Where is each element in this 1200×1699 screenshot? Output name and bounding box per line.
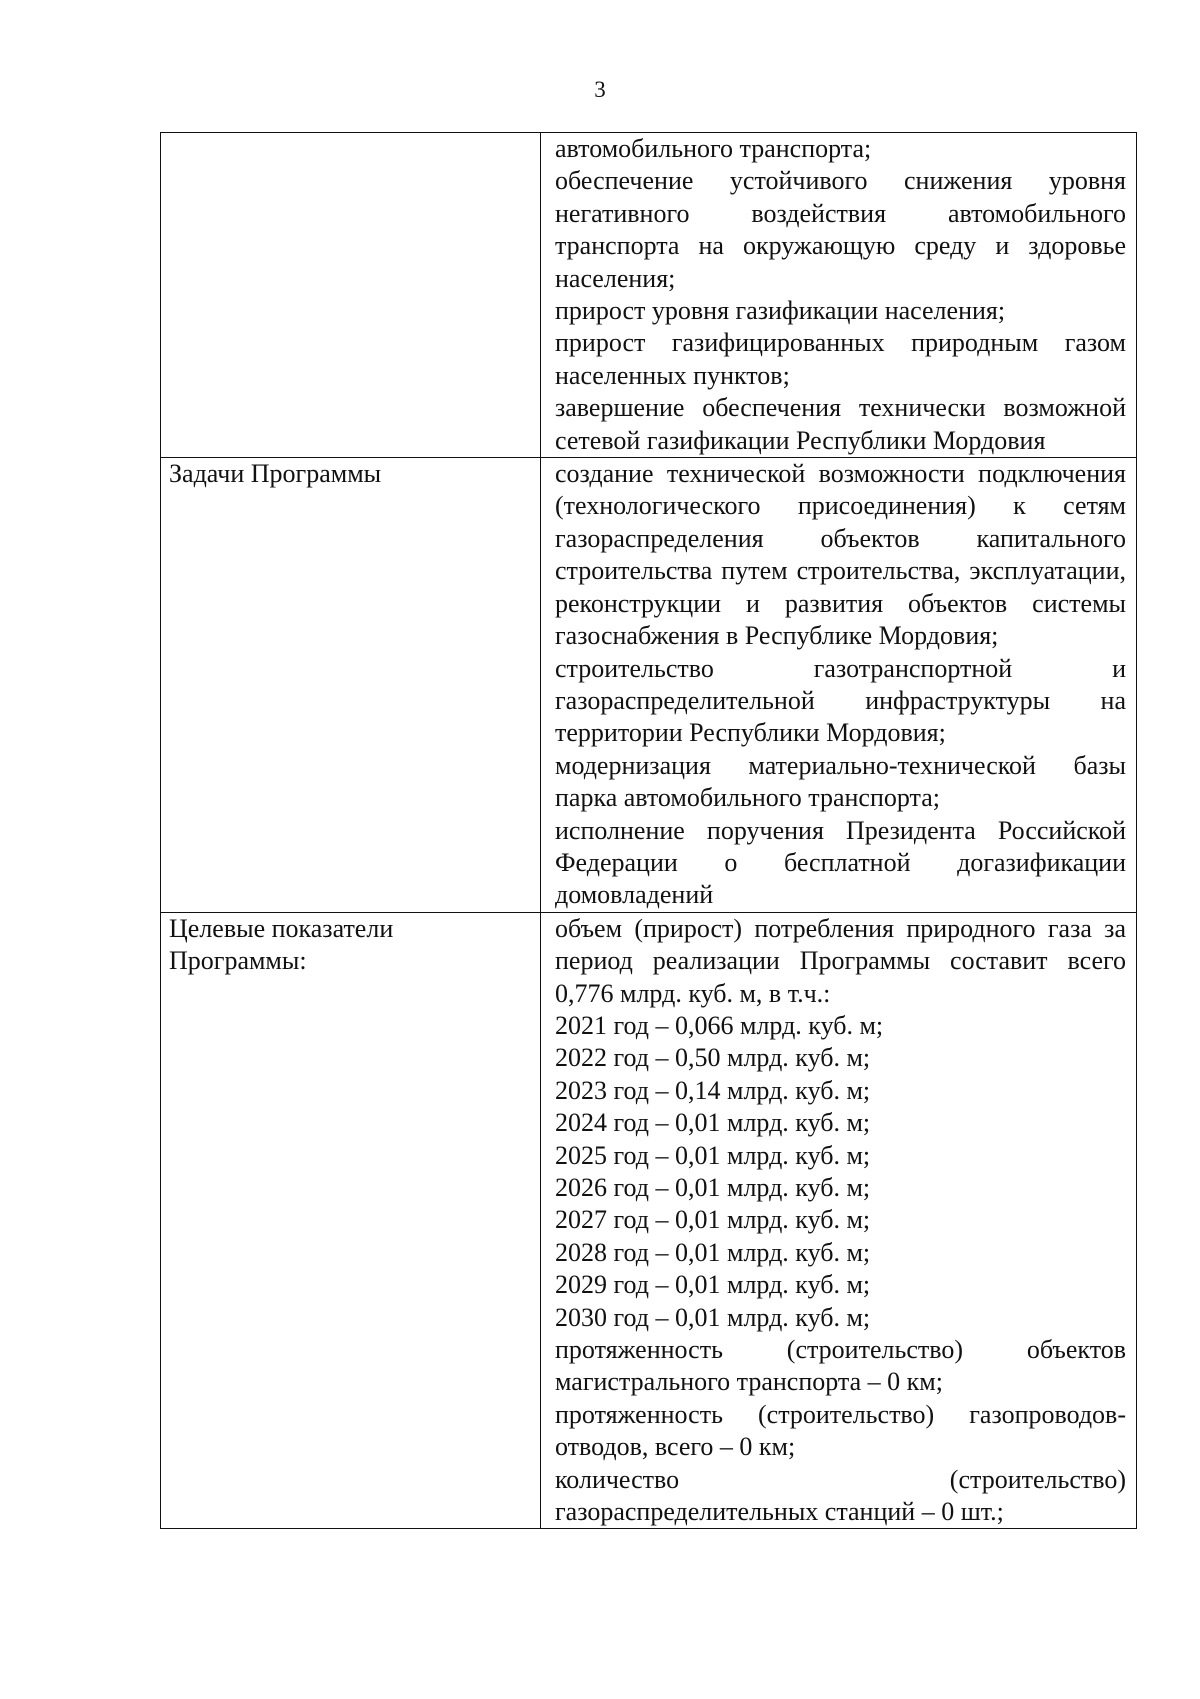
list-item: количество (строительство) газораспределительных станций – 0 шт.; [555,1464,1126,1527]
list-item: модернизация материально-технической базы парка автомобильного транспорта; [555,750,1126,813]
list-item: 2022 год – 0,50 млрд. куб. м; [555,1043,871,1073]
list-item: 2027 год – 0,01 млрд. куб. м; [555,1205,871,1235]
list-item: прирост уровня газификации населения; [555,296,1006,326]
row-content [541,912,1137,1529]
list-item: создание технической возможности подключения (технологического присоединения) к сетям газораспределения объектов капитального строительства путем строительства, эксплуатации, реконструкции и развития объектов системы газоснабжения в Республике Мордовия; [555,459,1126,651]
list-item: объем (прирост) потребления природного газа за период реализации Программы составит всего 0,776 млрд. куб. м, в т.ч.: [555,913,1126,1008]
list-item: 2030 год – 0,01 млрд. куб. м; [555,1302,871,1332]
list-item: 2028 год – 0,01 млрд. куб. м; [555,1237,871,1267]
row-label: Задачи Программы [161,458,541,913]
table-row-target-indicators [161,912,1137,1529]
list-item: 2021 год – 0,066 млрд. куб. м; [555,1010,884,1040]
list-item: 2029 год – 0,01 млрд. куб. м; [555,1270,871,1300]
list-item: автомобильного транспорта; [555,134,872,163]
row-content [541,458,1137,913]
table-row-goals-continued [161,133,1137,458]
list-item: прирост газифицированных природным газом населенных пунктов; [555,328,1126,390]
table-row-tasks [161,458,1137,913]
list-item: исполнение поручения Президента Российской Федерации о бесплатной догазификации домовладений [555,815,1126,910]
program-passport-table [160,132,1137,1529]
list-item: протяженность (строительство) газопроводов-отводов, всего – 0 км; [555,1399,1126,1462]
list-item: протяженность (строительство) объектов магистрального транспорта – 0 км; [555,1335,1126,1397]
row-content [541,133,1137,458]
list-item: завершение обеспечения технически возможной сетевой газификации Республики Мордовия [555,393,1126,455]
list-item: строительство газотранспортной и газораспределительной инфраструктуры на территории Республики Мордовия; [555,653,1126,748]
list-item: 2023 год – 0,14 млрд. куб. м; [555,1075,871,1105]
list-item: 2024 год – 0,01 млрд. куб. м; [555,1108,871,1138]
row-label: Целевые показатели Программы: [161,912,541,1529]
list-item: 2026 год – 0,01 млрд. куб. м; [555,1173,871,1202]
list-item: 2025 год – 0,01 млрд. куб. м; [555,1140,871,1170]
list-item: обеспечение устойчивого снижения уровня негативного воздействия автомобильного транспорта на окружающую среду и здоровье населения; [555,166,1126,293]
page-number: 3 [594,77,606,102]
row-label [161,133,541,458]
